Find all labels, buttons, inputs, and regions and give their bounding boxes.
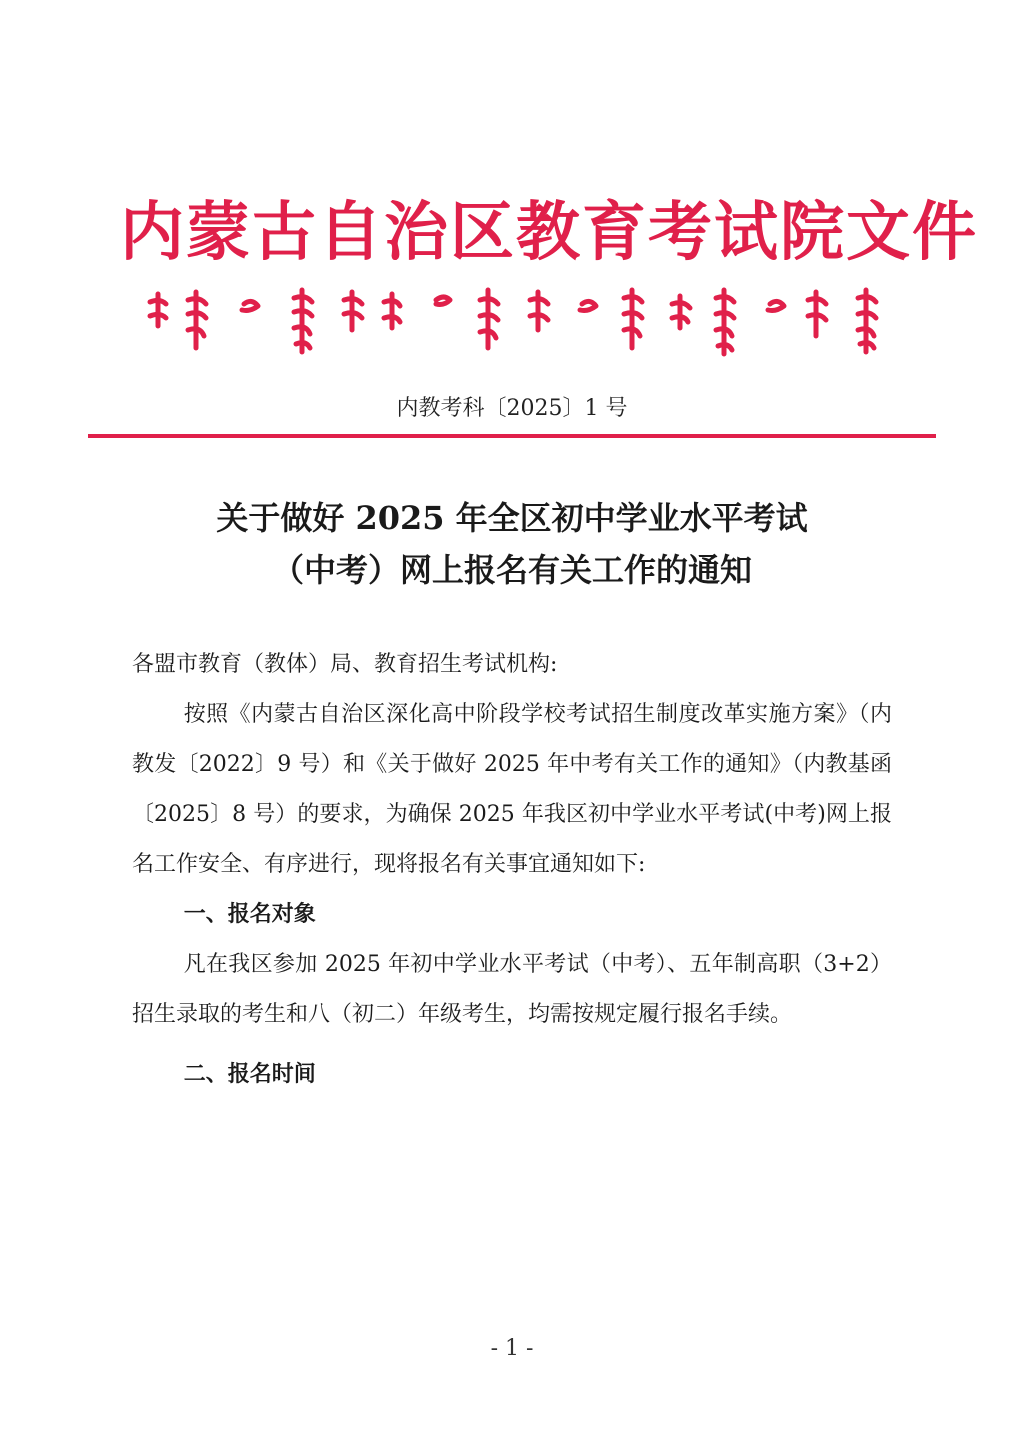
notice-title-line-1: 关于做好 2025 年全区初中学业水平考试 bbox=[216, 499, 808, 537]
salutation: 各盟市教育（教体）局、教育招生考试机构: bbox=[132, 652, 558, 677]
page-number: - 1 - bbox=[490, 1336, 534, 1361]
document-number: 内教考科〔2025〕1 号 bbox=[396, 396, 628, 421]
section-heading-2: 二、报名时间 bbox=[183, 1062, 316, 1087]
notice-title-line-2: （中考）网上报名有关工作的通知 bbox=[271, 551, 752, 589]
section-heading-1: 一、报名对象 bbox=[183, 902, 316, 927]
red-separator-line bbox=[88, 434, 936, 438]
section-1-paragraph: 凡在我区参加 2025 年初中学业水平考试（中考）、五年制高职（3+2）招生录取的考生和八（初二）年级考生，均需按规定履行报名手续。 bbox=[132, 952, 892, 1027]
intro-paragraph: 按照《内蒙古自治区深化高中阶段学校考试招生制度改革实施方案》（内教发〔2022〕9 号）和《关于做好 2025 年中考有关工作的通知》（内教基函〔2025〕8 号）的要求，为确保 2025 年我区初中学业水平考试(中考)网上报名工作安全、有序进行，现将报名有关事宜通知如下: bbox=[132, 702, 892, 877]
letterhead-title: 内蒙古自治区教育考试院文件 bbox=[120, 195, 978, 270]
mongolian-script-line bbox=[130, 286, 900, 358]
notice-title bbox=[100, 492, 924, 596]
document-body bbox=[132, 640, 892, 1100]
